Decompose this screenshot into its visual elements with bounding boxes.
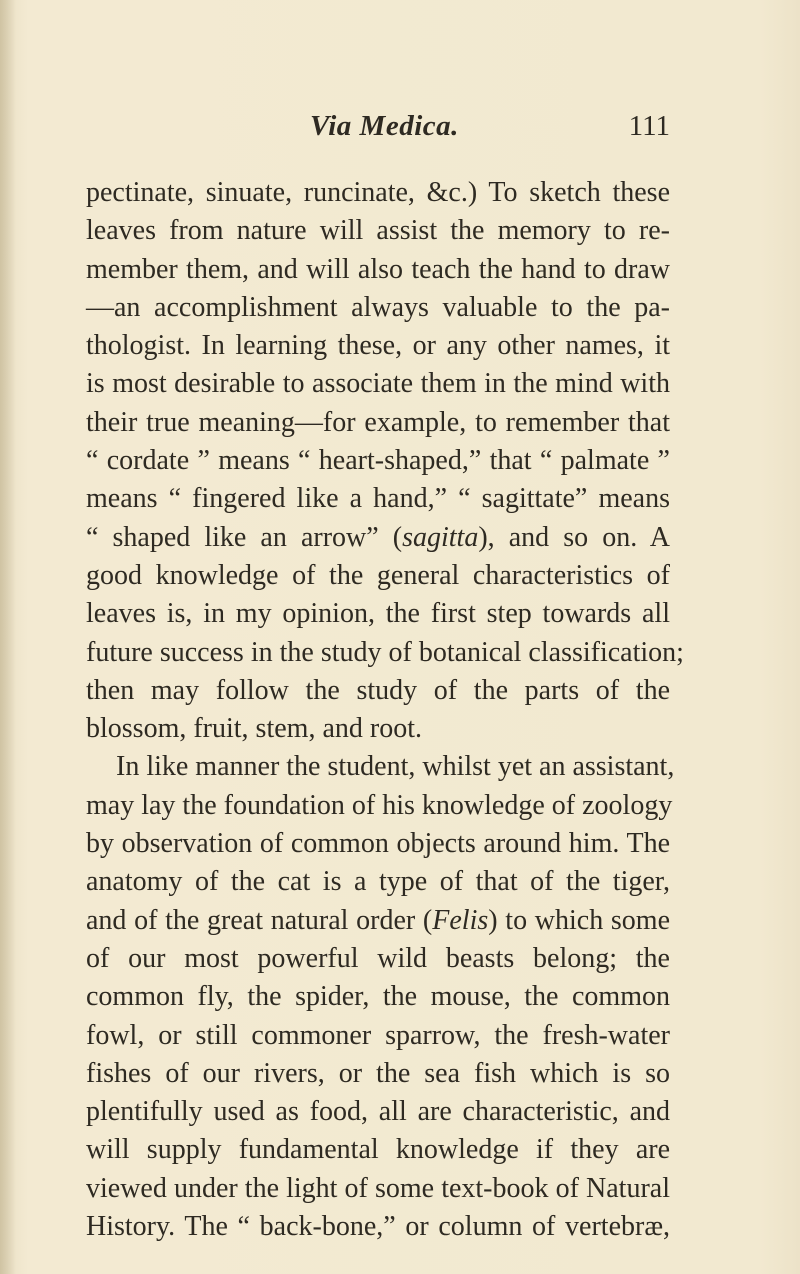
- text-line: their true meaning—for example, to remember that: [86, 406, 670, 438]
- text-line: —an accomplishment always valuable to the pa-: [86, 291, 670, 323]
- italic-term: sagitta: [402, 521, 479, 553]
- text-line: of our most powerful wild beasts belong; the: [86, 942, 670, 974]
- text-segment: ) to which some: [488, 904, 670, 936]
- running-title: Via Medica.: [310, 110, 459, 142]
- text-line: fowl, or still commoner sparrow, the fresh-water: [86, 1019, 670, 1051]
- text-line: “ cordate ” means “ heart-shaped,” that “ palmate ”: [86, 445, 670, 477]
- running-head: [150, 110, 670, 150]
- page-gutter-shadow: [0, 0, 16, 1274]
- text-line: anatomy of the cat is a type of that of the tiger,: [86, 866, 670, 898]
- italic-term: Felis: [432, 904, 489, 936]
- page-number: 111: [628, 110, 670, 142]
- text-segment: and of the great natural order (: [86, 904, 433, 936]
- text-line: common fly, the spider, the mouse, the common: [86, 981, 670, 1013]
- text-line: leaves is, in my opinion, the first step towards all: [86, 598, 670, 630]
- text-line: pectinate, sinuate, runcinate, &c.) To sketch these: [86, 177, 670, 208]
- text-line: by observation of common objects around him. The: [86, 828, 670, 860]
- text-line: viewed under the light of some text-book of Natural: [86, 1172, 670, 1204]
- text-segment: “ shaped like an arrow” (: [86, 521, 403, 553]
- text-line: [86, 519, 670, 557]
- text-segment: ), and so on. A: [478, 521, 670, 553]
- text-line: is most desirable to associate them in the mind with: [86, 368, 670, 400]
- text-line: fishes of our rivers, or the sea fish which is so: [86, 1057, 670, 1089]
- text-line: thologist. In learning these, or any other names, it: [86, 330, 670, 362]
- body-text: [86, 174, 684, 1246]
- paragraph-end-line: blossom, fruit, stem, and root.: [86, 713, 422, 745]
- text-line: may lay the foundation of his knowledge of zoology: [86, 789, 673, 821]
- text-line: leaves from nature will assist the memory to re-: [86, 215, 670, 247]
- text-line: means “ fingered like a hand,” “ sagittate” means: [86, 483, 670, 515]
- paragraph-start-line: In like manner the student, whilst yet an assistant,: [116, 751, 675, 783]
- text-line: member them, and will also teach the hand to draw: [86, 253, 670, 285]
- text-line: future success in the study of botanical classification;: [86, 636, 684, 668]
- text-line: good knowledge of the general characteristics of: [86, 559, 670, 591]
- text-line: plentifully used as food, all are characteristic, and: [86, 1096, 670, 1128]
- text-line: then may follow the study of the parts of the: [86, 674, 670, 706]
- text-line: History. The “ back-bone,” or column of vertebræ,: [86, 1211, 670, 1243]
- text-line: will supply fundamental knowledge if they are: [86, 1134, 670, 1166]
- text-line: [86, 902, 670, 940]
